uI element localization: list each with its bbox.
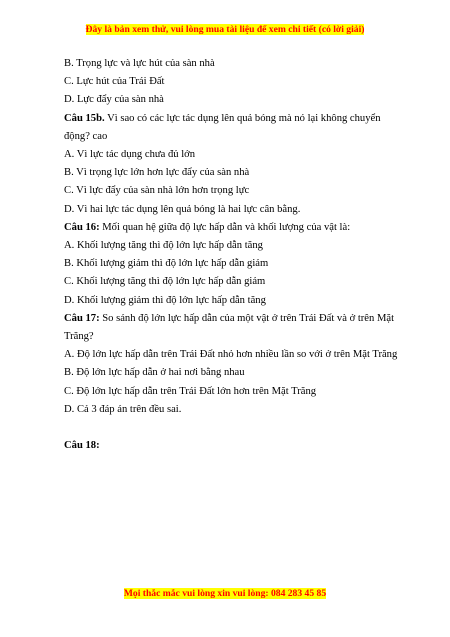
option-line: B. Vì trọng lực lớn hơn lực đẩy của sàn nhà [64,167,250,179]
question-15b [64,110,404,146]
question-label: Câu 15b. [64,112,105,124]
question-17 [64,310,404,346]
option-line: B. Khối lượng giảm thì độ lớn lực hấp dẫn giảm [64,258,269,270]
option-line: A. Độ lớn lực hấp dẫn trên Trái Đất nhỏ hơn nhiều lần so với ở trên Mặt Trăng [64,349,398,361]
question-text: Vì sao có các lực tác dụng lên quả bóng mà nó lại không chuyển động? cao [64,112,381,142]
question-16 [64,219,404,237]
option-line: C. Khối lượng tăng thì độ lớn lực hấp dẫn giảm [64,276,266,288]
option-line: A. Vì lực tác dụng chưa đủ lớn [64,149,196,161]
option-line: A. Khối lượng tăng thì độ lớn lực hấp dẫn tăng [64,240,263,252]
option-line: D. Lực đẩy của sàn nhà [64,94,164,106]
option-line: D. Cả 3 đáp án trên đều sai. [64,403,182,415]
spacer [64,419,404,437]
question-text: Mối quan hệ giữa độ lực hấp dẫn và khối lượng của vật là: [99,221,351,233]
question-text: So sánh độ lớn lực hấp dẫn của một vật ở trên Trái Đất và ở trên Mặt Trăng? [64,312,395,343]
option-line: B. Độ lớn lực hấp dẫn ở hai nơi bằng nhau [64,367,245,379]
option-line: D. Vì hai lực tác dụng lên quả bóng là hai lực cân bằng. [64,203,301,215]
preview-notice-header [0,24,450,35]
question-label: Câu 17: [64,312,100,324]
contact-footer-text: Mọi thắc mắc vui lòng xin vui lòng: 084 283 45 85 [123,588,327,599]
option-line: C. Vì lực đẩy của sàn nhà lớn hơn trọng lực [64,185,250,197]
option-line: B. Trọng lực và lực hút của sàn nhà [64,58,215,69]
document-body [64,55,404,455]
option-line: D. Khối lượng giảm thì độ lớn lực hấp dẫn tăng [64,294,266,306]
option-line: C. Độ lớn lực hấp dẫn trên Trái Đất lớn hơn trên Mặt Trăng [64,385,317,397]
option-line: C. Lực hút của Trái Đất [64,76,165,88]
contact-footer [0,588,450,599]
question-18-label: Câu 18: [64,440,100,452]
question-label: Câu 16: [64,221,100,233]
preview-notice-text: Đây là bản xem thử, vui lòng mua tài liệu để xem chi tiết (có lời giải) [85,24,365,35]
